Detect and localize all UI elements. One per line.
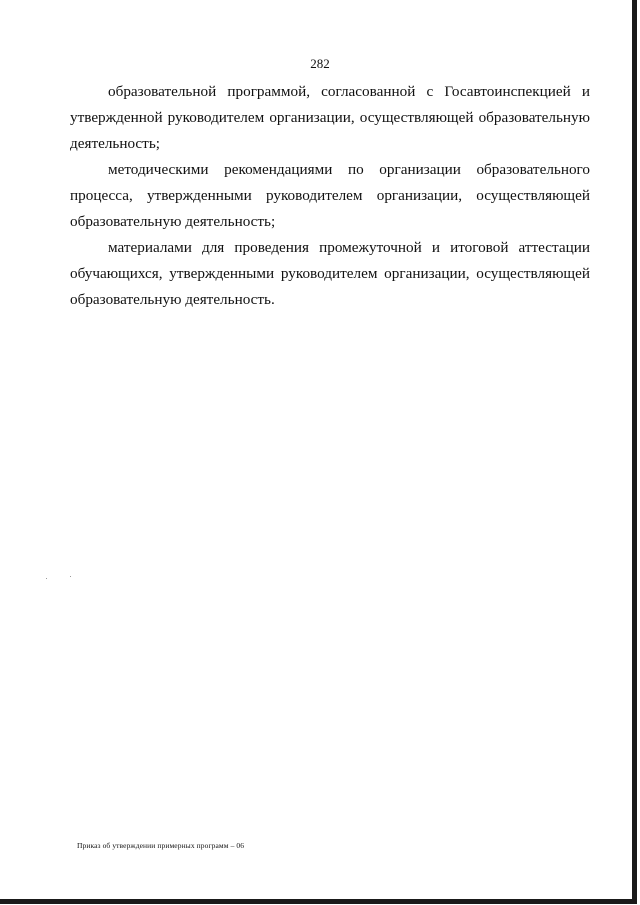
scan-artifact — [70, 576, 71, 577]
scan-artifact — [46, 578, 47, 579]
page-number: 282 — [310, 56, 330, 71]
footer-document-reference: Приказ об утверждении примерных программ – 06 — [77, 841, 245, 850]
document-body — [70, 79, 590, 313]
paragraph-attestation-materials: материалами для проведения промежуточной и итоговой аттестации обучающихся, утвержденными руководителем организации, осуществляющей образовательную деятельность. — [70, 239, 590, 308]
paragraph-methodical-recommendations: методическими рекомендациями по организации образовательного процесса, утвержденными руководителем организации, осуществляющей образовательную деятельность; — [70, 161, 590, 230]
paragraph-educational-program: образовательной программой, согласованной с Госавтоинспекцией и утвержденной руководителем организации, осуществляющей образовательную деятельность; — [70, 83, 590, 152]
